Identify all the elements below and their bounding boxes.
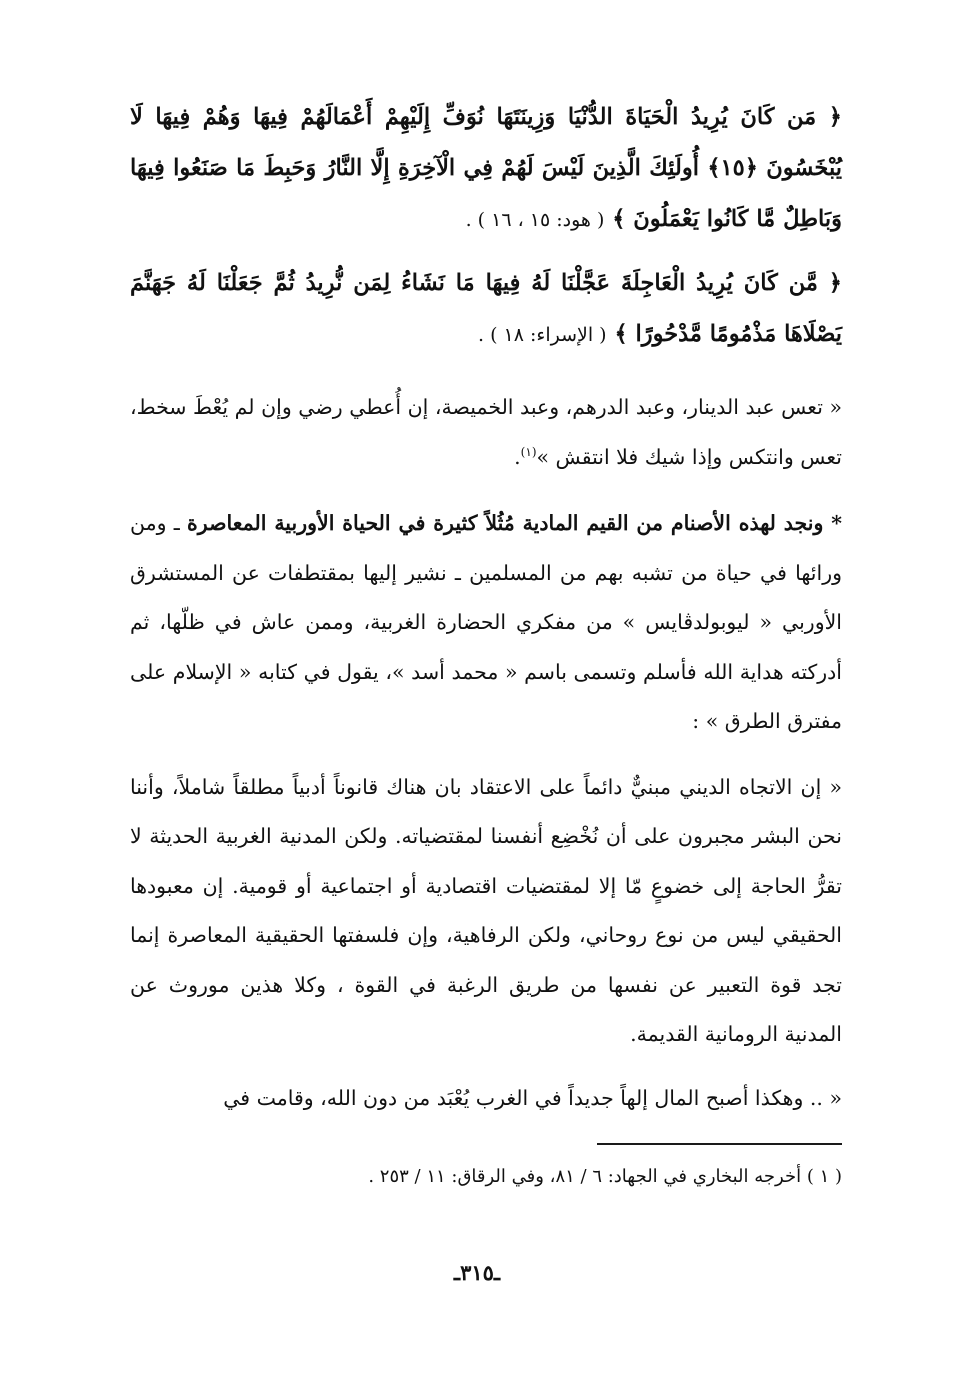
asad-quote-continued xyxy=(130,1074,842,1124)
footnote-marker: (١) xyxy=(520,444,537,459)
verse-reference: ( الإسراء: ١٨ ) . xyxy=(478,324,607,346)
page-body xyxy=(130,92,842,1123)
quran-verse-isra xyxy=(130,258,842,361)
quote-text: « .. وهكذا أصبح المال إلهاً جديداً في الغرب يُعْبَد من دون الله، وقامت في xyxy=(223,1085,842,1110)
intro-paragraph xyxy=(130,499,842,747)
verse-text: ﴿ مَن كَانَ يُرِيدُ الْحَيَاةَ الدُّنْيَا وَزِينَتَهَا نُوَفِّ إِلَيْهِمْ أَعْمَالَهُمْ فِيهَا وَهُمْ فِيهَا لَا يُبْخَسُونَ ﴿١٥﴾ أُولَئِكَ الَّذِينَ لَيْسَ لَهُمْ فِي الْآخِرَةِ إِلَّا النَّارُ وَحَبِطَ مَا صَنَعُوا فِيهَا وَبَاطِلٌ مَّا كَانُوا يَعْمَلُونَ ﴾ xyxy=(130,104,843,232)
asad-quote xyxy=(130,763,842,1060)
page-number: ـ٣١٥ـ xyxy=(453,1260,501,1285)
footnote-divider xyxy=(597,1143,842,1145)
hadith-text: « تعس عبد الدينار، وعبد الدرهم، وعبد الخميصة، إن أُعطي رضي وإن لم يُعْطَ سخط، تعس وانتكس وإذا شيك فلا انتقش » xyxy=(130,395,842,469)
quran-verse-hud xyxy=(130,92,842,246)
footnote xyxy=(130,1162,842,1192)
paragraph-heading: * ونجد لهذه الأصنام من القيم المادية مُثُلاً كثيرة في الحياة الأوربية المعاصرة xyxy=(187,511,842,535)
quote-text: « إن الاتجاه الديني مبنيٌّ دائماً على الاعتقاد بان هناك قانوناً أدبياً مطلقاً شاملاً، وأننا نحن البشر مجبرون على أن نُخْضِع أنفسنا لمقتضياته. ولكن المدنية الغربية الحديثة لا تقرُّ الحاجة إلى خضوعٍ مّا إلا لمقتضيات اقتصادية أو اجتماعية أو قومية. إن معبودها الحقيقي ليس من نوع روحاني، ولكن الرفاهية، وإن فلسفتها الحقيقية المعاصرة إنما تجد قوة التعبير عن نفسها من طريق الرغبة في القوة ، وكلا هذين موروث عن المدنية الرومانية القديمة. xyxy=(130,774,842,1046)
hadith-end: . xyxy=(514,444,521,469)
verse-reference: ( هود: ١٥ ، ١٦ ) . xyxy=(465,209,605,231)
paragraph-body: ـ ومن ورائها في حياة من تشبه بهم من المسلمين ـ نشير إليها بمقتطفات عن المستشرق الأوربي « ليوبولدڤايس » من مفكري الحضارة الغربية، وممن عاش في ظلّها، ثم أدركته هداية الله فأسلم وتسمى باسم « محمد أسد »، يقول في كتابه « الإسلام على مفترق الطرق » : xyxy=(130,511,842,733)
footnote-text: ( ١ ) أخرجه البخاري في الجهاد: ٦ / ٨١، وفي الرقاق: ١١ / ٢٥٣ . xyxy=(368,1166,842,1187)
verse-text: ﴿ مَّن كَانَ يُرِيدُ الْعَاجِلَةَ عَجَّلْنَا لَهُ فِيهَا مَا نَشَاءُ لِمَن نُّرِيدُ ثُمَّ جَعَلْنَا لَهُ جَهَنَّمَ يَصْلَاهَا مَذْمُومًا مَّدْحُورًا ﴾ xyxy=(130,270,842,347)
hadith-quote xyxy=(130,383,842,482)
